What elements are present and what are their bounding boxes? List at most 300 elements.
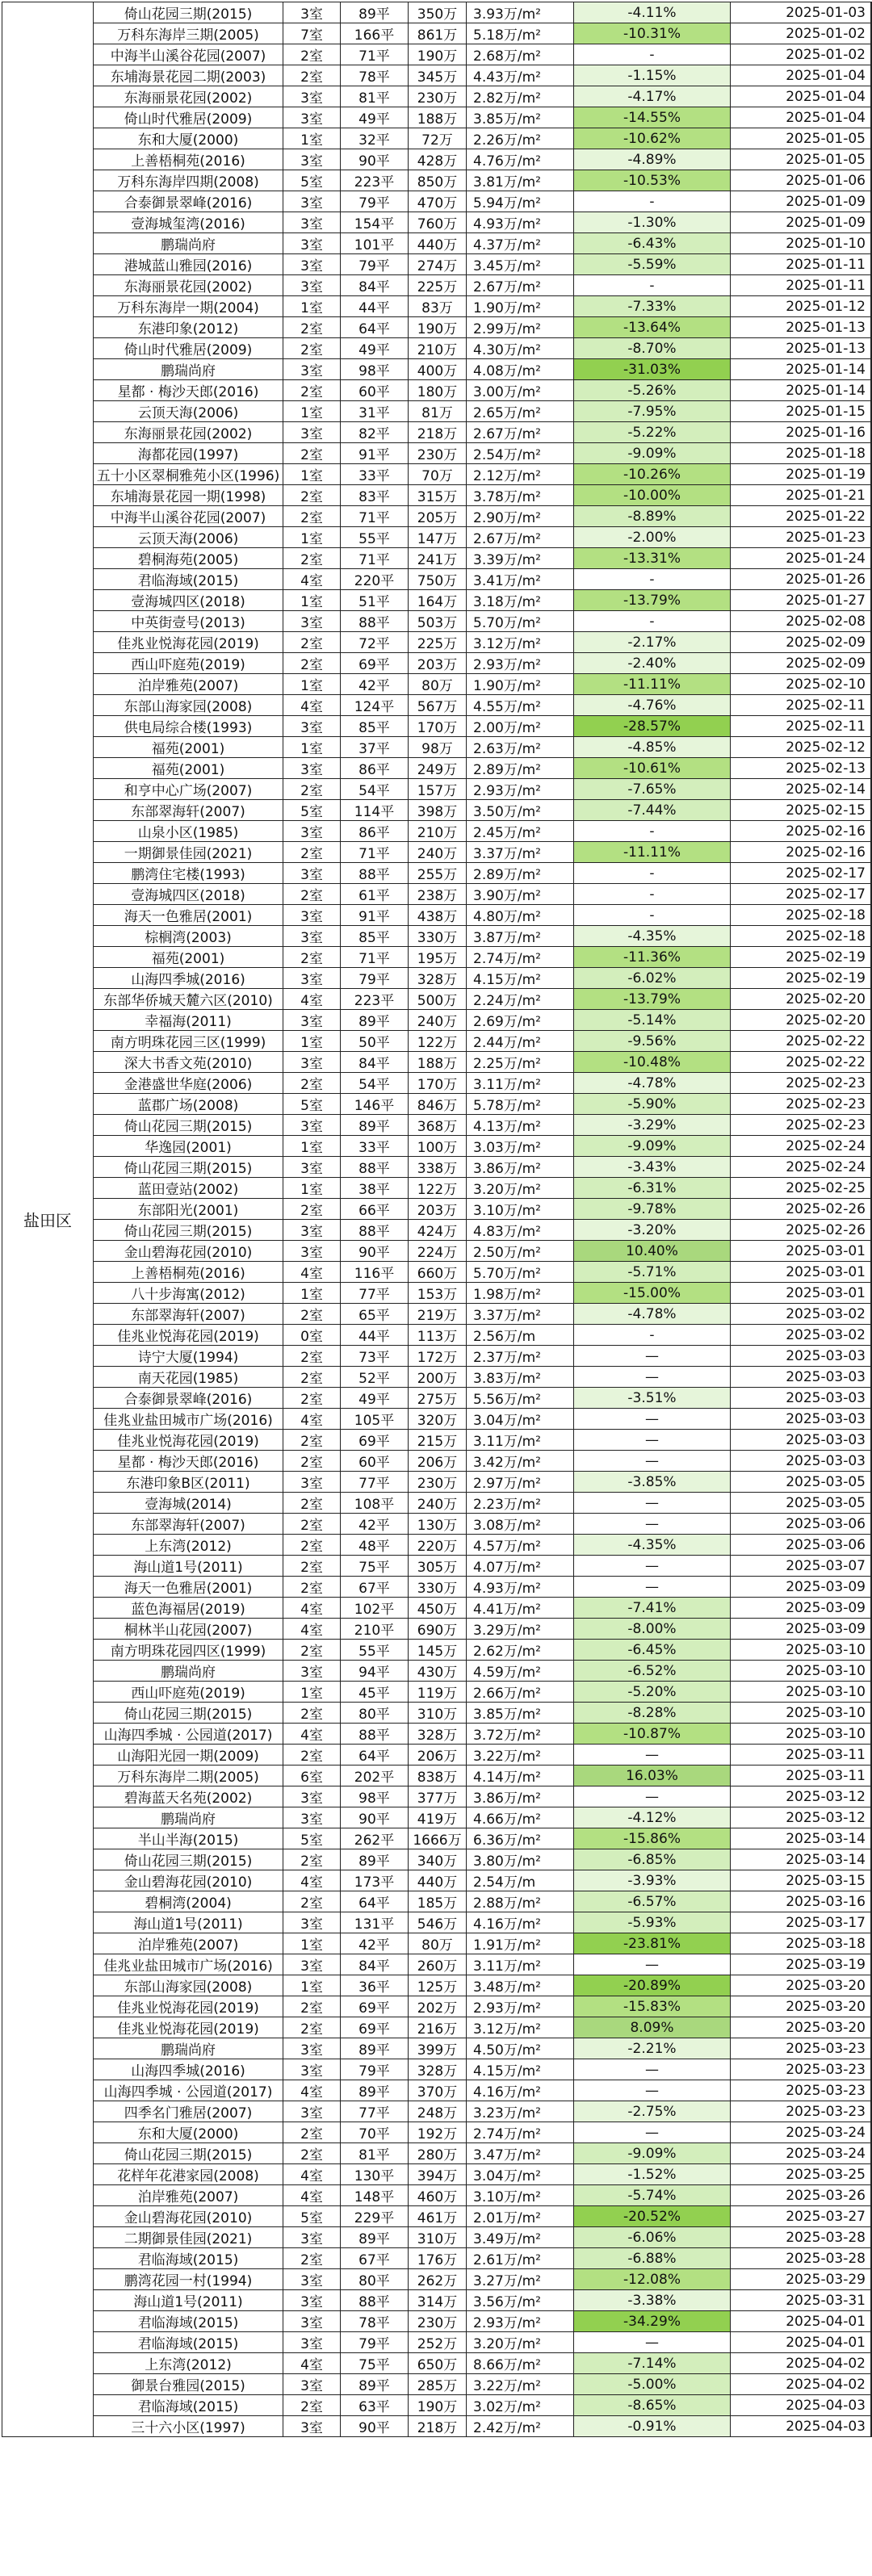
table-row xyxy=(2,317,872,338)
deal-date-cell: 2025-02-15 xyxy=(731,800,871,821)
price-change-cell: -2.17% xyxy=(574,632,731,653)
empty-cell xyxy=(871,128,872,149)
unit-price-cell: 3.00万/m² xyxy=(467,380,574,401)
community-name-cell: 东埔海景花园一期(1998) xyxy=(94,485,283,506)
area-cell: 49平 xyxy=(341,1388,409,1409)
unit-price-cell: 2.23万/m² xyxy=(467,1493,574,1514)
area-cell: 223平 xyxy=(341,989,409,1010)
price-change-cell: -5.90% xyxy=(574,1094,731,1115)
room-count-cell: 3室 xyxy=(283,191,341,212)
unit-price-cell: 2.01万/m² xyxy=(467,2206,574,2227)
unit-price-cell: 4.41万/m² xyxy=(467,1598,574,1619)
empty-cell xyxy=(871,1472,872,1493)
deal-date-cell: 2025-02-08 xyxy=(731,611,871,632)
table-row xyxy=(2,2122,872,2143)
deal-date-cell: 2025-01-18 xyxy=(731,443,871,464)
room-count-cell: 1室 xyxy=(283,1031,341,1052)
area-cell: 79平 xyxy=(341,254,409,275)
room-count-cell: 3室 xyxy=(283,2269,341,2290)
room-count-cell: 3室 xyxy=(283,758,341,779)
price-change-cell: -10.26% xyxy=(574,464,731,485)
total-price-cell: 190万 xyxy=(409,44,467,65)
table-row xyxy=(2,1052,872,1073)
area-cell: 98平 xyxy=(341,359,409,380)
community-name-cell: 鹏瑞尚府 xyxy=(94,233,283,254)
total-price-cell: 83万 xyxy=(409,296,467,317)
table-row xyxy=(2,968,872,989)
deal-date-cell: 2025-03-31 xyxy=(731,2290,871,2311)
room-count-cell: 3室 xyxy=(283,926,341,947)
community-name-cell: 中海半山溪谷花园(2007) xyxy=(94,506,283,527)
room-count-cell: 2室 xyxy=(283,1430,341,1451)
community-name-cell: 诗宁大厦(1994) xyxy=(94,1346,283,1367)
price-change-cell: — xyxy=(574,1786,731,1807)
table-row xyxy=(2,1577,872,1598)
deal-date-cell: 2025-01-14 xyxy=(731,380,871,401)
community-name-cell: 鹏瑞尚府 xyxy=(94,2038,283,2059)
empty-cell xyxy=(871,464,872,485)
total-price-cell: 838万 xyxy=(409,1766,467,1786)
deal-date-cell: 2025-02-17 xyxy=(731,884,871,905)
unit-price-cell: 2.89万/m² xyxy=(467,863,574,884)
area-cell: 105平 xyxy=(341,1409,409,1430)
area-cell: 69平 xyxy=(341,653,409,674)
total-price-cell: 328万 xyxy=(409,1724,467,1745)
price-change-cell: -5.00% xyxy=(574,2374,731,2395)
deal-date-cell: 2025-01-27 xyxy=(731,590,871,611)
unit-price-cell: 3.39万/m² xyxy=(467,548,574,569)
table-row xyxy=(2,905,872,926)
price-change-cell: -6.45% xyxy=(574,1640,731,1661)
deal-date-cell: 2025-03-01 xyxy=(731,1262,871,1283)
community-name-cell: 海山道1号(2011) xyxy=(94,1556,283,1577)
community-name-cell: 金山碧海花园(2010) xyxy=(94,1870,283,1891)
empty-cell xyxy=(871,1283,872,1304)
empty-cell xyxy=(871,1912,872,1933)
room-count-cell: 3室 xyxy=(283,2332,341,2353)
empty-cell xyxy=(871,233,872,254)
empty-cell xyxy=(871,2059,872,2080)
total-price-cell: 248万 xyxy=(409,2101,467,2122)
community-name-cell: 东部翠海轩(2007) xyxy=(94,1304,283,1325)
table-row xyxy=(2,1472,872,1493)
room-count-cell: 4室 xyxy=(283,2353,341,2374)
deal-date-cell: 2025-03-23 xyxy=(731,2101,871,2122)
table-row xyxy=(2,1094,872,1115)
unit-price-cell: 3.18万/m² xyxy=(467,590,574,611)
room-count-cell: 6室 xyxy=(283,1766,341,1786)
room-count-cell: 2室 xyxy=(283,779,341,800)
community-name-cell: 上善梧桐苑(2016) xyxy=(94,149,283,170)
deal-date-cell: 2025-02-10 xyxy=(731,674,871,695)
price-change-cell: — xyxy=(574,1451,731,1472)
deal-date-cell: 2025-02-19 xyxy=(731,947,871,968)
community-name-cell: 南天花园(1985) xyxy=(94,1367,283,1388)
unit-price-cell: 4.37万/m² xyxy=(467,233,574,254)
area-cell: 91平 xyxy=(341,905,409,926)
price-change-cell: -3.38% xyxy=(574,2290,731,2311)
area-cell: 94平 xyxy=(341,1661,409,1682)
unit-price-cell: 2.68万/m² xyxy=(467,44,574,65)
deal-date-cell: 2025-03-25 xyxy=(731,2164,871,2185)
room-count-cell: 3室 xyxy=(283,422,341,443)
deal-date-cell: 2025-03-16 xyxy=(731,1891,871,1912)
price-change-cell: -10.87% xyxy=(574,1724,731,1745)
community-name-cell: 云顶天海(2006) xyxy=(94,401,283,422)
unit-price-cell: 3.86万/m² xyxy=(467,1157,574,1178)
community-name-cell: 君临海域(2015) xyxy=(94,2332,283,2353)
unit-price-cell: 4.14万/m² xyxy=(467,1766,574,1786)
area-cell: 60平 xyxy=(341,380,409,401)
total-price-cell: 230万 xyxy=(409,2311,467,2332)
community-name-cell: 合泰御景翠峰(2016) xyxy=(94,191,283,212)
deal-date-cell: 2025-03-01 xyxy=(731,1241,871,1262)
empty-cell xyxy=(871,1682,872,1703)
deal-date-cell: 2025-03-06 xyxy=(731,1535,871,1556)
community-name-cell: 山泉小区(1985) xyxy=(94,821,283,842)
empty-cell xyxy=(871,611,872,632)
price-change-cell: - xyxy=(574,275,731,296)
community-name-cell: 东和大厦(2000) xyxy=(94,128,283,149)
area-cell: 50平 xyxy=(341,1031,409,1052)
total-price-cell: 157万 xyxy=(409,779,467,800)
unit-price-cell: 2.82万/m² xyxy=(467,86,574,107)
deal-date-cell: 2025-03-09 xyxy=(731,1577,871,1598)
table-row xyxy=(2,695,872,716)
community-name-cell: 东海丽景花园(2002) xyxy=(94,422,283,443)
empty-cell xyxy=(871,2332,872,2353)
deal-date-cell: 2025-03-11 xyxy=(731,1745,871,1766)
deal-date-cell: 2025-01-05 xyxy=(731,149,871,170)
room-count-cell: 2室 xyxy=(283,443,341,464)
table-row xyxy=(2,401,872,422)
area-cell: 45平 xyxy=(341,1682,409,1703)
empty-cell xyxy=(871,1010,872,1031)
unit-price-cell: 5.78万/m² xyxy=(467,1094,574,1115)
total-price-cell: 255万 xyxy=(409,863,467,884)
empty-cell xyxy=(871,1703,872,1724)
table-row xyxy=(2,1388,872,1409)
deal-date-cell: 2025-02-23 xyxy=(731,1115,871,1136)
community-name-cell: 蓝色海福居(2019) xyxy=(94,1598,283,1619)
table-row xyxy=(2,1514,872,1535)
table-row xyxy=(2,2416,872,2437)
community-name-cell: 半山半海(2015) xyxy=(94,1828,283,1849)
unit-price-cell: 3.49万/m² xyxy=(467,2227,574,2248)
deal-date-cell: 2025-03-03 xyxy=(731,1367,871,1388)
community-name-cell: 东港印象(2012) xyxy=(94,317,283,338)
area-cell: 31平 xyxy=(341,401,409,422)
table-row xyxy=(2,2269,872,2290)
unit-price-cell: 3.11万/m² xyxy=(467,1430,574,1451)
empty-cell xyxy=(871,1451,872,1472)
room-count-cell: 3室 xyxy=(283,968,341,989)
price-change-cell: -0.91% xyxy=(574,2416,731,2437)
unit-price-cell: 3.86万/m² xyxy=(467,1786,574,1807)
total-price-cell: 230万 xyxy=(409,86,467,107)
community-name-cell: 南方明珠花园三区(1999) xyxy=(94,1031,283,1052)
unit-price-cell: 4.16万/m² xyxy=(467,1912,574,1933)
unit-price-cell: 2.67万/m² xyxy=(467,422,574,443)
unit-price-cell: 3.85万/m² xyxy=(467,107,574,128)
community-name-cell: 佳兆业盐田城市广场(2016) xyxy=(94,1409,283,1430)
price-change-cell: - xyxy=(574,44,731,65)
area-cell: 98平 xyxy=(341,1786,409,1807)
community-name-cell: 倚山花园三期(2015) xyxy=(94,1849,283,1870)
room-count-cell: 1室 xyxy=(283,1283,341,1304)
price-change-cell: -6.31% xyxy=(574,1178,731,1199)
community-name-cell: 倚山时代雅居(2009) xyxy=(94,338,283,359)
area-cell: 114平 xyxy=(341,800,409,821)
table-row xyxy=(2,1493,872,1514)
deal-date-cell: 2025-03-09 xyxy=(731,1619,871,1640)
deal-date-cell: 2025-01-10 xyxy=(731,233,871,254)
area-cell: 82平 xyxy=(341,422,409,443)
unit-price-cell: 4.50万/m² xyxy=(467,2038,574,2059)
total-price-cell: 70万 xyxy=(409,464,467,485)
room-count-cell: 4室 xyxy=(283,1598,341,1619)
empty-cell xyxy=(871,1262,872,1283)
table-row xyxy=(2,737,872,758)
unit-price-cell: 2.37万/m² xyxy=(467,1346,574,1367)
room-count-cell: 3室 xyxy=(283,1052,341,1073)
deal-date-cell: 2025-02-19 xyxy=(731,968,871,989)
table-row xyxy=(2,191,872,212)
empty-cell xyxy=(871,107,872,128)
total-price-cell: 345万 xyxy=(409,65,467,86)
room-count-cell: 3室 xyxy=(283,1807,341,1828)
empty-cell xyxy=(871,2101,872,2122)
price-change-cell: — xyxy=(574,2122,731,2143)
price-change-cell: -3.29% xyxy=(574,1115,731,1136)
empty-cell xyxy=(871,422,872,443)
unit-price-cell: 2.90万/m² xyxy=(467,506,574,527)
unit-price-cell: 3.87万/m² xyxy=(467,926,574,947)
room-count-cell: 3室 xyxy=(283,863,341,884)
empty-cell xyxy=(871,254,872,275)
table-row xyxy=(2,2332,872,2353)
unit-price-cell: 2.74万/m² xyxy=(467,2122,574,2143)
community-name-cell: 港城蓝山雅园(2016) xyxy=(94,254,283,275)
area-cell: 89平 xyxy=(341,2227,409,2248)
price-change-cell: 8.09% xyxy=(574,2017,731,2038)
table-row xyxy=(2,1031,872,1052)
total-price-cell: 190万 xyxy=(409,317,467,338)
empty-cell xyxy=(871,842,872,863)
community-name-cell: 君临海域(2015) xyxy=(94,569,283,590)
deal-date-cell: 2025-03-24 xyxy=(731,2143,871,2164)
room-count-cell: 5室 xyxy=(283,1094,341,1115)
area-cell: 64平 xyxy=(341,1891,409,1912)
area-cell: 32平 xyxy=(341,128,409,149)
empty-cell xyxy=(871,1870,872,1891)
unit-price-cell: 2.67万/m² xyxy=(467,527,574,548)
community-name-cell: 君临海域(2015) xyxy=(94,2311,283,2332)
community-name-cell: 一期御景佳园(2021) xyxy=(94,842,283,863)
total-price-cell: 690万 xyxy=(409,1619,467,1640)
price-change-cell: -13.79% xyxy=(574,989,731,1010)
empty-cell xyxy=(871,1052,872,1073)
deal-date-cell: 2025-01-13 xyxy=(731,338,871,359)
price-change-cell: -5.93% xyxy=(574,1912,731,1933)
area-cell: 130平 xyxy=(341,2164,409,2185)
table-row xyxy=(2,1912,872,1933)
empty-cell xyxy=(871,1556,872,1577)
price-change-cell: -7.41% xyxy=(574,1598,731,1619)
deal-date-cell: 2025-03-29 xyxy=(731,2269,871,2290)
table-row xyxy=(2,86,872,107)
table-row xyxy=(2,1010,872,1031)
table-row xyxy=(2,1430,872,1451)
empty-cell xyxy=(871,1136,872,1157)
deal-date-cell: 2025-03-06 xyxy=(731,1514,871,1535)
unit-price-cell: 3.11万/m² xyxy=(467,1954,574,1975)
community-name-cell: 倚山花园三期(2015) xyxy=(94,1703,283,1724)
deal-date-cell: 2025-03-28 xyxy=(731,2248,871,2269)
table-row xyxy=(2,926,872,947)
empty-cell xyxy=(871,23,872,44)
price-change-cell: -4.17% xyxy=(574,86,731,107)
unit-price-cell: 1.91万/m² xyxy=(467,1933,574,1954)
price-change-cell: — xyxy=(574,1954,731,1975)
unit-price-cell: 8.66万/m² xyxy=(467,2353,574,2374)
empty-cell xyxy=(871,1891,872,1912)
price-change-cell: -5.14% xyxy=(574,1010,731,1031)
community-name-cell: 三十六小区(1997) xyxy=(94,2416,283,2437)
deal-date-cell: 2025-03-02 xyxy=(731,1325,871,1346)
area-cell: 88平 xyxy=(341,611,409,632)
room-count-cell: 2室 xyxy=(283,1891,341,1912)
empty-cell xyxy=(871,380,872,401)
total-price-cell: 119万 xyxy=(409,1682,467,1703)
total-price-cell: 546万 xyxy=(409,1912,467,1933)
empty-cell xyxy=(871,1514,872,1535)
table-row xyxy=(2,569,872,590)
deal-date-cell: 2025-03-23 xyxy=(731,2059,871,2080)
table-row xyxy=(2,716,872,737)
total-price-cell: 750万 xyxy=(409,569,467,590)
price-change-cell: — xyxy=(574,1367,731,1388)
price-change-cell: -8.70% xyxy=(574,338,731,359)
total-price-cell: 170万 xyxy=(409,1073,467,1094)
empty-cell xyxy=(871,1598,872,1619)
deal-date-cell: 2025-01-19 xyxy=(731,464,871,485)
unit-price-cell: 4.93万/m² xyxy=(467,212,574,233)
empty-cell xyxy=(871,695,872,716)
deal-date-cell: 2025-03-12 xyxy=(731,1807,871,1828)
unit-price-cell: 3.83万/m² xyxy=(467,1367,574,1388)
total-price-cell: 660万 xyxy=(409,1262,467,1283)
area-cell: 79平 xyxy=(341,2059,409,2080)
total-price-cell: 338万 xyxy=(409,1157,467,1178)
price-change-cell: -15.86% xyxy=(574,1828,731,1849)
deal-date-cell: 2025-03-26 xyxy=(731,2185,871,2206)
table-row xyxy=(2,1304,872,1325)
total-price-cell: 206万 xyxy=(409,1745,467,1766)
table-row xyxy=(2,947,872,968)
area-cell: 44平 xyxy=(341,1325,409,1346)
unit-price-cell: 3.37万/m² xyxy=(467,1304,574,1325)
deal-date-cell: 2025-04-03 xyxy=(731,2416,871,2437)
community-name-cell: 星都 · 梅沙天郎(2016) xyxy=(94,380,283,401)
community-name-cell: 东埔海景花园二期(2003) xyxy=(94,65,283,86)
area-cell: 202平 xyxy=(341,1766,409,1786)
unit-price-cell: 2.42万/m² xyxy=(467,2416,574,2437)
area-cell: 73平 xyxy=(341,1346,409,1367)
price-change-cell: -34.29% xyxy=(574,2311,731,2332)
community-name-cell: 鹏瑞尚府 xyxy=(94,359,283,380)
community-name-cell: 东部翠海轩(2007) xyxy=(94,800,283,821)
price-change-cell: -13.31% xyxy=(574,548,731,569)
table-row xyxy=(2,233,872,254)
area-cell: 84平 xyxy=(341,1954,409,1975)
area-cell: 69平 xyxy=(341,2017,409,2038)
price-change-cell: - xyxy=(574,884,731,905)
deal-date-cell: 2025-01-03 xyxy=(731,2,871,23)
total-price-cell: 185万 xyxy=(409,1891,467,1912)
price-change-cell: -3.20% xyxy=(574,1220,731,1241)
table-row xyxy=(2,800,872,821)
unit-price-cell: 3.27万/m² xyxy=(467,2269,574,2290)
empty-cell xyxy=(871,968,872,989)
table-row xyxy=(2,2311,872,2332)
room-count-cell: 2室 xyxy=(283,65,341,86)
community-name-cell: 海山道1号(2011) xyxy=(94,2290,283,2311)
table-row xyxy=(2,1598,872,1619)
community-name-cell: 山海四季城 · 公园道(2017) xyxy=(94,2080,283,2101)
price-change-cell: -11.36% xyxy=(574,947,731,968)
unit-price-cell: 3.11万/m² xyxy=(467,1073,574,1094)
area-cell: 80平 xyxy=(341,2269,409,2290)
area-cell: 42平 xyxy=(341,1933,409,1954)
area-cell: 89平 xyxy=(341,1115,409,1136)
total-price-cell: 328万 xyxy=(409,2059,467,2080)
deal-date-cell: 2025-03-14 xyxy=(731,1849,871,1870)
area-cell: 48平 xyxy=(341,1535,409,1556)
area-cell: 79平 xyxy=(341,2332,409,2353)
area-cell: 173平 xyxy=(341,1870,409,1891)
room-count-cell: 3室 xyxy=(283,2311,341,2332)
deal-date-cell: 2025-02-25 xyxy=(731,1178,871,1199)
unit-price-cell: 5.70万/m² xyxy=(467,611,574,632)
empty-cell xyxy=(871,1786,872,1807)
community-name-cell: 倚山时代雅居(2009) xyxy=(94,107,283,128)
area-cell: 78平 xyxy=(341,65,409,86)
empty-cell xyxy=(871,2206,872,2227)
total-price-cell: 315万 xyxy=(409,485,467,506)
room-count-cell: 3室 xyxy=(283,359,341,380)
room-count-cell: 2室 xyxy=(283,1640,341,1661)
unit-price-cell: 2.93万/m² xyxy=(467,2311,574,2332)
price-change-cell: -6.88% xyxy=(574,2248,731,2269)
empty-cell xyxy=(871,170,872,191)
empty-cell xyxy=(871,2185,872,2206)
room-count-cell: 3室 xyxy=(283,716,341,737)
table-row xyxy=(2,2290,872,2311)
community-name-cell: 壹海城(2014) xyxy=(94,1493,283,1514)
area-cell: 86平 xyxy=(341,758,409,779)
community-name-cell: 倚山花园三期(2015) xyxy=(94,1157,283,1178)
total-price-cell: 260万 xyxy=(409,1954,467,1975)
unit-price-cell: 4.57万/m² xyxy=(467,1535,574,1556)
total-price-cell: 328万 xyxy=(409,968,467,989)
total-price-cell: 190万 xyxy=(409,2395,467,2416)
room-count-cell: 1室 xyxy=(283,737,341,758)
area-cell: 54平 xyxy=(341,779,409,800)
community-name-cell: 万科东海岸三期(2005) xyxy=(94,23,283,44)
area-cell: 229平 xyxy=(341,2206,409,2227)
room-count-cell: 3室 xyxy=(283,1661,341,1682)
